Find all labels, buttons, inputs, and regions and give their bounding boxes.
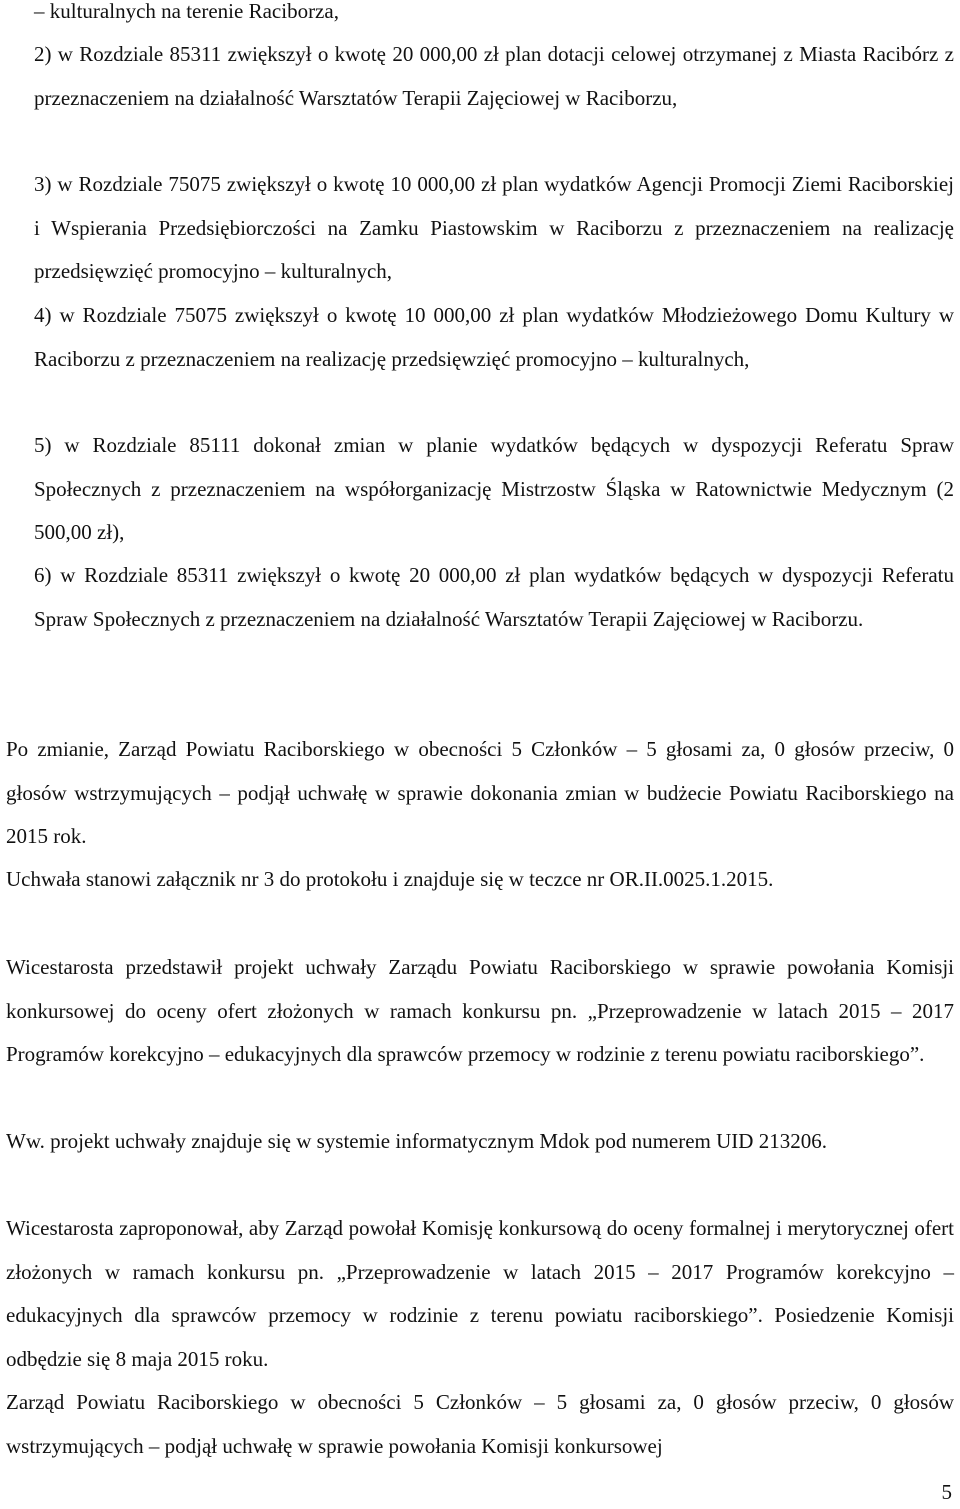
paragraph-budget-vote: Po zmianie, Zarząd Powiatu Raciborskiego w obecności 5 Członków – 5 głosami za, 0 głosów przeciw, 0 głosów wstrzymujących – podjął uchwałę w sprawie dokonania zmian w budżecie Powiatu Raciborskiego na 2015 rok.: [6, 737, 954, 848]
paragraph-resolution-attachment: Uchwała stanowi załącznik nr 3 do protokołu i znajduje się w teczce nr OR.II.0025.1.2015.: [6, 867, 774, 891]
paragraph-project-presentation: Wicestarosta przedstawił projekt uchwały Zarządu Powiatu Raciborskiego w sprawie powołania Komisji konkursowej do oceny ofert złożonych w ramach konkursu pn. „Przeprowadzenie w latach 2015 – 2017 Programów korekcyjno – edukacyjnych dla sprawców przemocy w rodzinie z terenu powiatu raciborskiego”.: [6, 955, 954, 1066]
list-item-4: 4) w Rozdziale 75075 zwiększył o kwotę 10 000,00 zł plan wydatków Młodzieżowego Domu Kultury w Raciborzu z przeznaczeniem na realizację przedsięwzięć promocyjno – kulturalnych,: [34, 303, 954, 371]
list-item-6: 6) w Rozdziale 85311 zwiększył o kwotę 20 000,00 zł plan wydatków będących w dyspozycji Referatu Spraw Społecznych z przeznaczeniem na działalność Warsztatów Terapii Zajęciowej w Raciborzu.: [34, 563, 954, 631]
paragraph-commission-proposal: Wicestarosta zaproponował, aby Zarząd powołał Komisję konkursową do oceny formalnej i merytorycznej ofert złożonych w ramach konkursu pn. „Przeprowadzenie w latach 2015 – 2017 Programów korekcyjno – edukacyjnych dla sprawców przemocy w rodzinie z terenu powiatu raciborskiego”. Posiedzenie Komisji odbędzie się 8 maja 2015 roku.: [6, 1216, 954, 1371]
list-item-continuation: – kulturalnych na terenie Raciborza,: [34, 0, 339, 23]
paragraph-mdok-reference: Ww. projekt uchwały znajduje się w systemie informatycznym Mdok pod numerem UID 213206.: [6, 1129, 827, 1153]
page-number: 5: [941, 1480, 952, 1504]
list-item-5: 5) w Rozdziale 85111 dokonał zmian w planie wydatków będących w dyspozycji Referatu Spraw Społecznych z przeznaczeniem na współorganizację Mistrzostw Śląska w Ratownictwie Medycznym (2 500,00 zł),: [34, 433, 954, 544]
paragraph-commission-vote: Zarząd Powiatu Raciborskiego w obecności 5 Członków – 5 głosami za, 0 głosów przeciw, 0 głosów wstrzymujących – podjął uchwałę w sprawie powołania Komisji konkursowej: [6, 1390, 954, 1458]
list-item-3: 3) w Rozdziale 75075 zwiększył o kwotę 10 000,00 zł plan wydatków Agencji Promocji Ziemi Raciborskiej i Wspierania Przedsiębiorczości na Zamku Piastowskim w Raciborzu z przeznaczeniem na realizację przedsięwzięć promocyjno – kulturalnych,: [34, 172, 954, 283]
list-item-2: 2) w Rozdziale 85311 zwiększył o kwotę 20 000,00 zł plan dotacji celowej otrzymanej z Miasta Racibórz z przeznaczeniem na działalność Warsztatów Terapii Zajęciowej w Raciborzu,: [34, 42, 954, 110]
